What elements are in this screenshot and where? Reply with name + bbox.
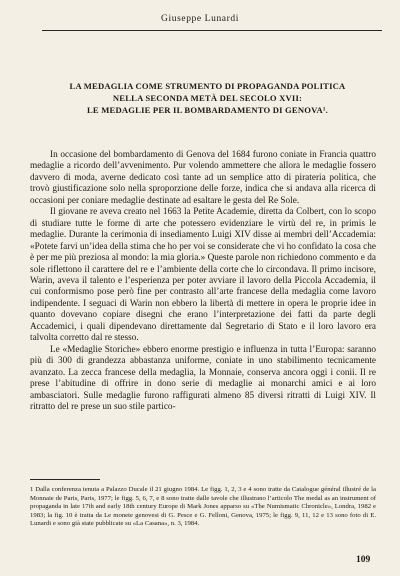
page-number: 109 [356, 555, 371, 565]
header-rule [42, 30, 382, 31]
article-title [30, 80, 385, 116]
article-body [30, 150, 376, 413]
article-title-line: LA MEDAGLIA COME STRUMENTO DI PROPAGANDA POLITICA [69, 81, 346, 91]
footnote-rule [30, 479, 100, 480]
article-title-line: LE MEDAGLIE PER IL BOMBARDAMENTO DI GENOVA¹. [87, 105, 328, 115]
body-paragraph: In occasione del bombardamento di Genova del 1684 furono coniate in Francia quattro medaglie a ricordo dell’avvenimento. Pur volendo ammettere che allora le medaglie fossero davvero di moda, averne dedicato così tante ad un semplice atto di pirateria politica, che trovò giustificazione solo nella sproporzione delle forze, indica che si andava alla ricerca di occasioni per coniare medaglie destinate ad esaltare le gesta del Re Sole. [30, 150, 376, 206]
body-paragraph: Le «Medaglie Storiche» ebbero enorme prestigio e influenza in tutta l’Europa: saranno più di 300 di grandezza abbastanza uniforme, coniate in uno stabilimento tecnicamente avanzato. La zecca francese della medaglia, la Monnaie, conserva ancora oggi i conii. Il re prese l’abitudine di offrire in dono serie di medaglie ai monarchi amici e ai loro ambasciatori. Sulle medaglie furono raffigurati almeno 85 diversi ritratti di Luigi XIV. Il ritratto del re prese un suo stile partico- [30, 344, 376, 412]
article-title-line: NELLA SECONDA METÀ DEL SECOLO XVII: [112, 93, 303, 103]
running-header-author: Giuseppe Lunardi [161, 14, 239, 24]
body-paragraph: Il giovane re aveva creato nel 1663 la Petite Academie, diretta da Colbert, con lo scopo di studiare tutte le forme di arte che potessero evidenziare le virtù del re, in primis le medaglie. Durante la cerimonia di insediamento Luigi XIV disse ai membri dell’Accademia: «Potete farvi un’idea della stima che ho per voi se considerate che vi ho confidato la cosa che è per me più preziosa al mondo: la mia gloria.» Queste parole non richiedono commento e da sole riflettono il carattere del re e l’ambiente della corte che lo circondava. Il primo incisore, Warin, aveva il talento e l’esperienza per poter avviare il lavoro della Piccola Accademia, il cui conformismo pose però fine per contrasto all’arte francese della medaglia come lavoro indipendente. I seguaci di Warin non ebbero la libertà di mettere in opera le proprie idee in quanto dovevano copiare disegni che erano l’interpretazione dei fatti da parte degli Accademici, i quali dipendevano direttamente dal Segretario di Stato e il loro lavoro era talvolta corretto dal re stesso. [30, 207, 376, 344]
footnote: 1 Dalla conferenza tenuta a Palazzo Ducale il 21 giugno 1984. Le figg. 1, 2, 3 e 4 sono tratte da Catalogue général illustré de la Monnaie de Paris, Paris, 1977; le figg. 5, 6, 7, e 8 sono tratte dalle tavole che illustrano l’articolo The medal as an instrument of propaganda in late 17th and early 18th century Europe di Mark Jones apparso su «The Numismatic Chronicle», Londra, 1982 e 1983; la fig. 10 è tratta da Le monete genovesi di G. Pesce e G. Felloni, Genova, 1975; le figg. 9, 11, 12 e 13 sono foto di E. Lunardi e sono già state pubblicate su «La Casana», n. 3, 1984. [30, 486, 376, 527]
